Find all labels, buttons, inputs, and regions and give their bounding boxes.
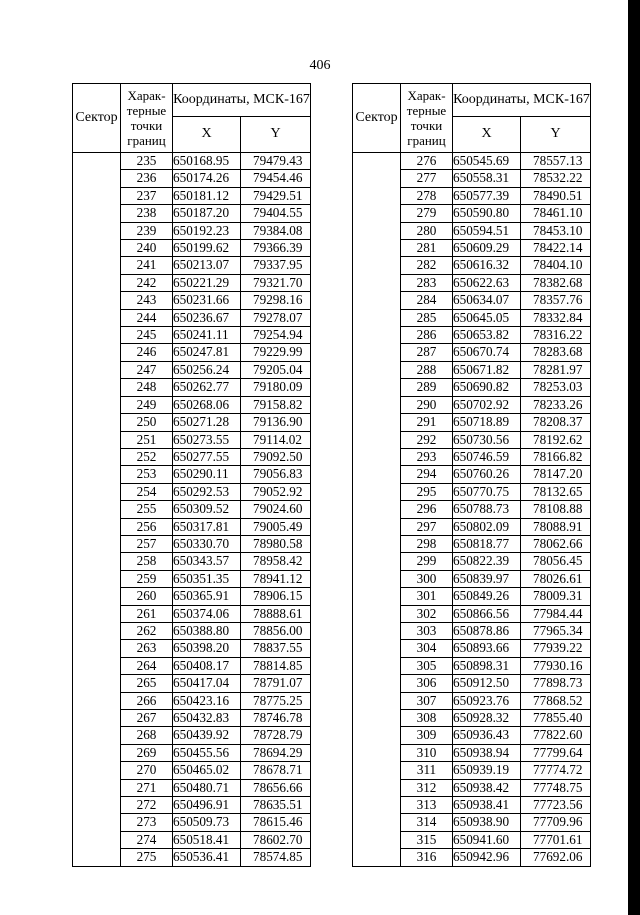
x-coordinate-cell: 650317.81 <box>173 518 241 535</box>
point-number-cell: 288 <box>401 361 453 378</box>
x-coordinate-cell: 650671.82 <box>453 361 521 378</box>
point-number-cell: 315 <box>401 831 453 848</box>
point-number-cell: 281 <box>401 240 453 257</box>
y-coordinate-cell: 77774.72 <box>521 762 591 779</box>
y-coordinate-cell: 78775.25 <box>241 692 311 709</box>
y-coordinate-cell: 77822.60 <box>521 727 591 744</box>
y-coordinate-cell: 77799.64 <box>521 744 591 761</box>
y-coordinate-cell: 79479.43 <box>241 153 311 170</box>
point-number-cell: 242 <box>121 274 173 291</box>
point-number-cell: 303 <box>401 622 453 639</box>
point-number-cell: 249 <box>121 396 173 413</box>
point-number-cell: 299 <box>401 553 453 570</box>
right-coordinates-table <box>352 83 591 867</box>
y-coordinate-cell: 78728.79 <box>241 727 311 744</box>
point-number-cell: 245 <box>121 327 173 344</box>
point-number-cell: 286 <box>401 327 453 344</box>
y-coordinate-cell: 78166.82 <box>521 448 591 465</box>
x-coordinate-cell: 650616.32 <box>453 257 521 274</box>
x-coordinate-cell: 650271.28 <box>173 414 241 431</box>
points-header: Харак-терные точки границ <box>401 84 453 153</box>
table-row <box>73 153 311 170</box>
point-number-cell: 254 <box>121 483 173 500</box>
y-coordinate-cell: 78281.97 <box>521 361 591 378</box>
point-number-cell: 301 <box>401 588 453 605</box>
y-coordinate-cell: 77692.06 <box>521 849 591 866</box>
x-coordinate-cell: 650330.70 <box>173 535 241 552</box>
coordinates-header: Координаты, МСК-167 <box>173 84 311 117</box>
x-coordinate-cell: 650878.86 <box>453 622 521 639</box>
y-coordinate-cell: 79114.02 <box>241 431 311 448</box>
y-coordinate-cell: 78814.85 <box>241 657 311 674</box>
y-coordinate-cell: 79321.70 <box>241 274 311 291</box>
x-coordinate-cell: 650941.60 <box>453 831 521 848</box>
y-coordinate-cell: 78856.00 <box>241 622 311 639</box>
point-number-cell: 311 <box>401 762 453 779</box>
x-coordinate-cell: 650374.06 <box>173 605 241 622</box>
y-coordinate-cell: 79005.49 <box>241 518 311 535</box>
point-number-cell: 246 <box>121 344 173 361</box>
x-coordinate-cell: 650423.16 <box>173 692 241 709</box>
x-coordinate-cell: 650938.41 <box>453 797 521 814</box>
y-coordinate-cell: 78906.15 <box>241 588 311 605</box>
point-number-cell: 291 <box>401 414 453 431</box>
scan-edge <box>628 0 640 915</box>
x-coordinate-cell: 650388.80 <box>173 622 241 639</box>
point-number-cell: 305 <box>401 657 453 674</box>
point-number-cell: 240 <box>121 240 173 257</box>
x-coordinate-cell: 650496.91 <box>173 797 241 814</box>
y-coordinate-cell: 77898.73 <box>521 675 591 692</box>
y-coordinate-cell: 77723.56 <box>521 797 591 814</box>
point-number-cell: 275 <box>121 849 173 866</box>
point-number-cell: 243 <box>121 292 173 309</box>
x-coordinate-cell: 650788.73 <box>453 501 521 518</box>
x-coordinate-cell: 650351.35 <box>173 570 241 587</box>
y-coordinate-cell: 78837.55 <box>241 640 311 657</box>
y-coordinate-cell: 77709.96 <box>521 814 591 831</box>
x-coordinate-cell: 650670.74 <box>453 344 521 361</box>
point-number-cell: 265 <box>121 675 173 692</box>
sector-header: Сектор <box>353 84 401 153</box>
y-coordinate-cell: 79056.83 <box>241 466 311 483</box>
x-coordinate-cell: 650292.53 <box>173 483 241 500</box>
sector-cell <box>73 153 121 867</box>
y-coordinate-cell: 77855.40 <box>521 710 591 727</box>
y-coordinate-cell: 78678.71 <box>241 762 311 779</box>
point-number-cell: 283 <box>401 274 453 291</box>
points-header: Харак-терные точки границ <box>121 84 173 153</box>
x-coordinate-cell: 650174.26 <box>173 170 241 187</box>
x-coordinate-cell: 650181.12 <box>173 187 241 204</box>
point-number-cell: 285 <box>401 309 453 326</box>
x-coordinate-cell: 650928.32 <box>453 710 521 727</box>
x-coordinate-cell: 650199.62 <box>173 240 241 257</box>
point-number-cell: 253 <box>121 466 173 483</box>
x-coordinate-cell: 650365.91 <box>173 588 241 605</box>
y-coordinate-cell: 78316.22 <box>521 327 591 344</box>
point-number-cell: 271 <box>121 779 173 796</box>
y-coordinate-cell: 78404.10 <box>521 257 591 274</box>
y-coordinate-cell: 78382.68 <box>521 274 591 291</box>
point-number-cell: 252 <box>121 448 173 465</box>
point-number-cell: 297 <box>401 518 453 535</box>
y-coordinate-cell: 78422.14 <box>521 240 591 257</box>
x-coordinate-cell: 650408.17 <box>173 657 241 674</box>
x-coordinate-cell: 650518.41 <box>173 831 241 848</box>
y-coordinate-cell: 79429.51 <box>241 187 311 204</box>
x-coordinate-cell: 650247.81 <box>173 344 241 361</box>
point-number-cell: 284 <box>401 292 453 309</box>
y-coordinate-cell: 78615.46 <box>241 814 311 831</box>
x-coordinate-cell: 650942.96 <box>453 849 521 866</box>
x-coordinate-cell: 650439.92 <box>173 727 241 744</box>
point-number-cell: 270 <box>121 762 173 779</box>
x-coordinate-cell: 650653.82 <box>453 327 521 344</box>
y-coordinate-cell: 78009.31 <box>521 588 591 605</box>
table-row <box>353 153 591 170</box>
y-coordinate-cell: 79298.16 <box>241 292 311 309</box>
x-coordinate-cell: 650168.95 <box>173 153 241 170</box>
point-number-cell: 278 <box>401 187 453 204</box>
y-coordinate-cell: 77868.52 <box>521 692 591 709</box>
point-number-cell: 280 <box>401 222 453 239</box>
x-coordinate-cell: 650912.50 <box>453 675 521 692</box>
y-coordinate-cell: 78147.20 <box>521 466 591 483</box>
x-coordinate-cell: 650590.80 <box>453 205 521 222</box>
point-number-cell: 290 <box>401 396 453 413</box>
x-coordinate-cell: 650213.07 <box>173 257 241 274</box>
x-coordinate-cell: 650256.24 <box>173 361 241 378</box>
y-coordinate-cell: 77939.22 <box>521 640 591 657</box>
point-number-cell: 316 <box>401 849 453 866</box>
point-number-cell: 269 <box>121 744 173 761</box>
y-coordinate-cell: 79384.08 <box>241 222 311 239</box>
y-coordinate-cell: 78461.10 <box>521 205 591 222</box>
y-coordinate-cell: 78283.68 <box>521 344 591 361</box>
point-number-cell: 308 <box>401 710 453 727</box>
point-number-cell: 237 <box>121 187 173 204</box>
page-number: 406 <box>309 58 331 73</box>
x-coordinate-cell: 650822.39 <box>453 553 521 570</box>
x-coordinate-cell: 650936.43 <box>453 727 521 744</box>
y-coordinate-cell: 78208.37 <box>521 414 591 431</box>
point-number-cell: 298 <box>401 535 453 552</box>
point-number-cell: 267 <box>121 710 173 727</box>
x-coordinate-cell: 650277.55 <box>173 448 241 465</box>
y-coordinate-cell: 77930.16 <box>521 657 591 674</box>
point-number-cell: 236 <box>121 170 173 187</box>
x-coordinate-cell: 650480.71 <box>173 779 241 796</box>
point-number-cell: 266 <box>121 692 173 709</box>
x-coordinate-cell: 650187.20 <box>173 205 241 222</box>
y-coordinate-cell: 79337.95 <box>241 257 311 274</box>
y-coordinate-cell: 79404.55 <box>241 205 311 222</box>
y-coordinate-cell: 79158.82 <box>241 396 311 413</box>
y-coordinate-cell: 78941.12 <box>241 570 311 587</box>
x-coordinate-cell: 650898.31 <box>453 657 521 674</box>
y-coordinate-cell: 79366.39 <box>241 240 311 257</box>
y-coordinate-cell: 78233.26 <box>521 396 591 413</box>
left-table-body <box>73 153 311 867</box>
x-coordinate-cell: 650577.39 <box>453 187 521 204</box>
point-number-cell: 307 <box>401 692 453 709</box>
x-coordinate-cell: 650866.56 <box>453 605 521 622</box>
x-header: X <box>453 117 521 153</box>
point-number-cell: 258 <box>121 553 173 570</box>
x-coordinate-cell: 650690.82 <box>453 379 521 396</box>
x-coordinate-cell: 650839.97 <box>453 570 521 587</box>
point-number-cell: 295 <box>401 483 453 500</box>
x-coordinate-cell: 650802.09 <box>453 518 521 535</box>
y-coordinate-cell: 78132.65 <box>521 483 591 500</box>
y-coordinate-cell: 77965.34 <box>521 622 591 639</box>
y-coordinate-cell: 78958.42 <box>241 553 311 570</box>
sector-cell <box>353 153 401 867</box>
y-coordinate-cell: 78357.76 <box>521 292 591 309</box>
x-coordinate-cell: 650702.92 <box>453 396 521 413</box>
point-number-cell: 313 <box>401 797 453 814</box>
y-coordinate-cell: 79229.99 <box>241 344 311 361</box>
point-number-cell: 314 <box>401 814 453 831</box>
point-number-cell: 310 <box>401 744 453 761</box>
point-number-cell: 257 <box>121 535 173 552</box>
x-coordinate-cell: 650221.29 <box>173 274 241 291</box>
point-number-cell: 276 <box>401 153 453 170</box>
x-coordinate-cell: 650645.05 <box>453 309 521 326</box>
x-coordinate-cell: 650893.66 <box>453 640 521 657</box>
point-number-cell: 244 <box>121 309 173 326</box>
x-coordinate-cell: 650536.41 <box>173 849 241 866</box>
x-coordinate-cell: 650290.11 <box>173 466 241 483</box>
y-coordinate-cell: 78888.61 <box>241 605 311 622</box>
y-coordinate-cell: 78490.51 <box>521 187 591 204</box>
x-coordinate-cell: 650343.57 <box>173 553 241 570</box>
x-coordinate-cell: 650509.73 <box>173 814 241 831</box>
point-number-cell: 235 <box>121 153 173 170</box>
point-number-cell: 264 <box>121 657 173 674</box>
y-coordinate-cell: 78332.84 <box>521 309 591 326</box>
point-number-cell: 263 <box>121 640 173 657</box>
x-coordinate-cell: 650939.19 <box>453 762 521 779</box>
x-coordinate-cell: 650718.89 <box>453 414 521 431</box>
x-coordinate-cell: 650558.31 <box>453 170 521 187</box>
y-coordinate-cell: 78192.62 <box>521 431 591 448</box>
point-number-cell: 250 <box>121 414 173 431</box>
point-number-cell: 262 <box>121 622 173 639</box>
point-number-cell: 287 <box>401 344 453 361</box>
x-coordinate-cell: 650594.51 <box>453 222 521 239</box>
point-number-cell: 268 <box>121 727 173 744</box>
point-number-cell: 302 <box>401 605 453 622</box>
x-coordinate-cell: 650398.20 <box>173 640 241 657</box>
left-coordinates-table <box>72 83 311 867</box>
y-coordinate-cell: 79092.50 <box>241 448 311 465</box>
point-number-cell: 306 <box>401 675 453 692</box>
x-coordinate-cell: 650609.29 <box>453 240 521 257</box>
y-coordinate-cell: 79205.04 <box>241 361 311 378</box>
y-coordinate-cell: 78656.66 <box>241 779 311 796</box>
point-number-cell: 277 <box>401 170 453 187</box>
x-coordinate-cell: 650455.56 <box>173 744 241 761</box>
point-number-cell: 261 <box>121 605 173 622</box>
x-coordinate-cell: 650634.07 <box>453 292 521 309</box>
point-number-cell: 294 <box>401 466 453 483</box>
coordinates-header: Координаты, МСК-167 <box>453 84 591 117</box>
x-coordinate-cell: 650465.02 <box>173 762 241 779</box>
sector-header: Сектор <box>73 84 121 153</box>
point-number-cell: 289 <box>401 379 453 396</box>
y-coordinate-cell: 78791.07 <box>241 675 311 692</box>
point-number-cell: 247 <box>121 361 173 378</box>
x-coordinate-cell: 650938.42 <box>453 779 521 796</box>
y-coordinate-cell: 79454.46 <box>241 170 311 187</box>
x-coordinate-cell: 650849.26 <box>453 588 521 605</box>
x-coordinate-cell: 650309.52 <box>173 501 241 518</box>
y-coordinate-cell: 78746.78 <box>241 710 311 727</box>
x-coordinate-cell: 650268.06 <box>173 396 241 413</box>
x-coordinate-cell: 650231.66 <box>173 292 241 309</box>
point-number-cell: 304 <box>401 640 453 657</box>
y-coordinate-cell: 79278.07 <box>241 309 311 326</box>
point-number-cell: 272 <box>121 797 173 814</box>
y-coordinate-cell: 78453.10 <box>521 222 591 239</box>
x-coordinate-cell: 650818.77 <box>453 535 521 552</box>
y-header: Y <box>521 117 591 153</box>
x-coordinate-cell: 650770.75 <box>453 483 521 500</box>
y-coordinate-cell: 78574.85 <box>241 849 311 866</box>
y-coordinate-cell: 78532.22 <box>521 170 591 187</box>
y-coordinate-cell: 77748.75 <box>521 779 591 796</box>
y-coordinate-cell: 78694.29 <box>241 744 311 761</box>
x-coordinate-cell: 650622.63 <box>453 274 521 291</box>
x-coordinate-cell: 650730.56 <box>453 431 521 448</box>
x-coordinate-cell: 650241.11 <box>173 327 241 344</box>
point-number-cell: 273 <box>121 814 173 831</box>
point-number-cell: 279 <box>401 205 453 222</box>
y-coordinate-cell: 79136.90 <box>241 414 311 431</box>
y-coordinate-cell: 78062.66 <box>521 535 591 552</box>
y-coordinate-cell: 78557.13 <box>521 153 591 170</box>
y-coordinate-cell: 78253.03 <box>521 379 591 396</box>
point-number-cell: 282 <box>401 257 453 274</box>
point-number-cell: 238 <box>121 205 173 222</box>
x-coordinate-cell: 650938.90 <box>453 814 521 831</box>
y-coordinate-cell: 79254.94 <box>241 327 311 344</box>
y-coordinate-cell: 79052.92 <box>241 483 311 500</box>
point-number-cell: 309 <box>401 727 453 744</box>
y-coordinate-cell: 77984.44 <box>521 605 591 622</box>
y-coordinate-cell: 77701.61 <box>521 831 591 848</box>
x-coordinate-cell: 650432.83 <box>173 710 241 727</box>
point-number-cell: 239 <box>121 222 173 239</box>
x-coordinate-cell: 650417.04 <box>173 675 241 692</box>
y-coordinate-cell: 79024.60 <box>241 501 311 518</box>
x-coordinate-cell: 650746.59 <box>453 448 521 465</box>
point-number-cell: 248 <box>121 379 173 396</box>
y-coordinate-cell: 79180.09 <box>241 379 311 396</box>
y-coordinate-cell: 78026.61 <box>521 570 591 587</box>
x-coordinate-cell: 650938.94 <box>453 744 521 761</box>
y-header: Y <box>241 117 311 153</box>
x-coordinate-cell: 650236.67 <box>173 309 241 326</box>
x-coordinate-cell: 650760.26 <box>453 466 521 483</box>
x-coordinate-cell: 650192.23 <box>173 222 241 239</box>
point-number-cell: 293 <box>401 448 453 465</box>
x-header: X <box>173 117 241 153</box>
y-coordinate-cell: 78635.51 <box>241 797 311 814</box>
x-coordinate-cell: 650923.76 <box>453 692 521 709</box>
point-number-cell: 274 <box>121 831 173 848</box>
y-coordinate-cell: 78108.88 <box>521 501 591 518</box>
y-coordinate-cell: 78088.91 <box>521 518 591 535</box>
y-coordinate-cell: 78602.70 <box>241 831 311 848</box>
point-number-cell: 260 <box>121 588 173 605</box>
point-number-cell: 251 <box>121 431 173 448</box>
x-coordinate-cell: 650545.69 <box>453 153 521 170</box>
point-number-cell: 255 <box>121 501 173 518</box>
point-number-cell: 296 <box>401 501 453 518</box>
point-number-cell: 259 <box>121 570 173 587</box>
point-number-cell: 300 <box>401 570 453 587</box>
y-coordinate-cell: 78056.45 <box>521 553 591 570</box>
point-number-cell: 312 <box>401 779 453 796</box>
point-number-cell: 292 <box>401 431 453 448</box>
right-table-body <box>353 153 591 867</box>
x-coordinate-cell: 650273.55 <box>173 431 241 448</box>
x-coordinate-cell: 650262.77 <box>173 379 241 396</box>
y-coordinate-cell: 78980.58 <box>241 535 311 552</box>
point-number-cell: 241 <box>121 257 173 274</box>
point-number-cell: 256 <box>121 518 173 535</box>
